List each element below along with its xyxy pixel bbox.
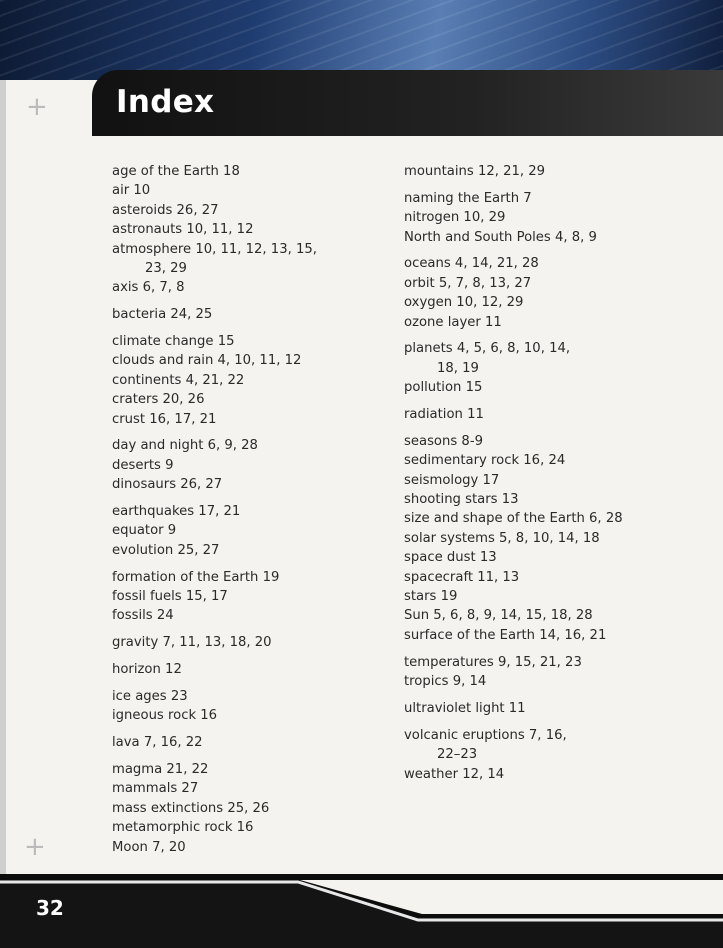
page-title: Index xyxy=(116,84,215,120)
index-entry-continuation: 18, 19 xyxy=(437,360,479,376)
index-entry: magma 21, 22 xyxy=(112,761,209,777)
index-entry: Sun 5, 6, 8, 9, 14, 15, 18, 28 xyxy=(404,608,593,624)
index-entry: climate change 15 xyxy=(112,334,235,350)
index-entry: nitrogen 10, 29 xyxy=(404,210,506,226)
index-entry: axis 6, 7, 8 xyxy=(112,280,185,296)
index-letter-group xyxy=(112,502,382,560)
page-number: 32 xyxy=(36,896,64,920)
index-entry xyxy=(404,339,704,378)
page-edge xyxy=(0,80,6,880)
index-entry: craters 20, 26 xyxy=(112,392,205,408)
index-entry: ozone layer 11 xyxy=(404,314,502,330)
index-letter-group xyxy=(404,339,704,397)
index-entry xyxy=(112,240,382,279)
index-entry: oceans 4, 14, 21, 28 xyxy=(404,256,539,272)
index-entry-text: volcanic eruptions 7, 16, xyxy=(404,727,567,743)
index-entry: seismology 17 xyxy=(404,472,500,488)
index-entry: asteroids 26, 27 xyxy=(112,202,219,218)
index-entry: continents 4, 21, 22 xyxy=(112,372,245,388)
index-entry: age of the Earth 18 xyxy=(112,164,240,179)
index-entry: metamorphic rock 16 xyxy=(112,820,254,836)
index-column-left xyxy=(112,162,382,864)
index-entry: shooting stars 13 xyxy=(404,492,519,508)
index-letter-group xyxy=(404,189,704,247)
index-entry: mountains 12, 21, 29 xyxy=(404,164,546,179)
index-letter-group xyxy=(112,660,382,679)
index-entry: gravity 7, 11, 13, 18, 20 xyxy=(112,635,272,651)
index-letter-group xyxy=(112,568,382,626)
index-entry: fossil fuels 15, 17 xyxy=(112,589,228,605)
index-letter-group xyxy=(112,687,382,726)
index-letter-group xyxy=(112,436,382,494)
index-entry: deserts 9 xyxy=(112,457,174,473)
index-letter-group xyxy=(404,699,704,718)
index-entry: ice ages 23 xyxy=(112,688,188,704)
index-entry: igneous rock 16 xyxy=(112,708,218,724)
index-entry-continuation: 23, 29 xyxy=(145,261,187,277)
index-entry: sedimentary rock 16, 24 xyxy=(404,453,566,469)
index-column-right xyxy=(404,162,704,791)
index-entry: formation of the Earth 19 xyxy=(112,569,280,585)
index-entry: space dust 13 xyxy=(404,550,497,566)
index-entry: lava 7, 16, 22 xyxy=(112,735,203,751)
index-entry: radiation 11 xyxy=(404,407,484,423)
header-banner-image xyxy=(0,0,723,80)
index-entry: orbit 5, 7, 8, 13, 27 xyxy=(404,275,532,291)
index-entry: tropics 9, 14 xyxy=(404,674,487,690)
index-letter-group xyxy=(404,653,704,692)
index-entry: air 10 xyxy=(112,183,151,199)
index-entry: day and night 6, 9, 28 xyxy=(112,438,258,454)
index-letter-group xyxy=(112,332,382,429)
index-entry: naming the Earth 7 xyxy=(404,190,532,206)
index-letter-group xyxy=(112,733,382,752)
index-entry-continuation: 22–23 xyxy=(437,747,478,763)
index-letter-group xyxy=(112,633,382,652)
index-entry: clouds and rain 4, 10, 11, 12 xyxy=(112,353,302,369)
index-entry: seasons 8-9 xyxy=(404,433,483,449)
footer-stripe xyxy=(0,874,723,948)
index-entry: North and South Poles 4, 8, 9 xyxy=(404,229,597,245)
index-entry xyxy=(404,726,704,765)
index-entry: size and shape of the Earth 6, 28 xyxy=(404,511,623,527)
index-entry-text: atmosphere 10, 11, 12, 13, 15, xyxy=(112,241,317,257)
index-entry: surface of the Earth 14, 16, 21 xyxy=(404,627,607,643)
index-letter-group xyxy=(112,162,382,298)
index-entry-text: planets 4, 5, 6, 8, 10, 14, xyxy=(404,341,571,357)
index-entry: evolution 25, 27 xyxy=(112,542,220,558)
index-entry: oxygen 10, 12, 29 xyxy=(404,295,524,311)
index-letter-group xyxy=(112,760,382,857)
index-entry: stars 19 xyxy=(404,589,458,605)
index-entry: earthquakes 17, 21 xyxy=(112,504,241,520)
index-entry: fossils 24 xyxy=(112,608,174,624)
index-letter-group xyxy=(404,726,704,784)
index-letter-group xyxy=(404,405,704,424)
index-letter-group xyxy=(112,305,382,324)
registration-mark-icon: + xyxy=(24,832,46,862)
index-entry: temperatures 9, 15, 21, 23 xyxy=(404,654,582,670)
index-letter-group xyxy=(404,162,704,181)
index-entry: Moon 7, 20 xyxy=(112,839,186,855)
index-entry: weather 12, 14 xyxy=(404,766,505,782)
index-entry: dinosaurs 26, 27 xyxy=(112,477,223,493)
index-entry: horizon 12 xyxy=(112,662,182,678)
index-entry: pollution 15 xyxy=(404,380,483,396)
index-entry: spacecraft 11, 13 xyxy=(404,569,520,585)
index-entry: mammals 27 xyxy=(112,781,199,797)
registration-mark-icon: + xyxy=(26,92,48,122)
index-letter-group xyxy=(404,254,704,332)
index-entry: bacteria 24, 25 xyxy=(112,307,213,323)
index-entry: solar systems 5, 8, 10, 14, 18 xyxy=(404,530,600,546)
index-entry: crust 16, 17, 21 xyxy=(112,411,217,427)
index-entry: astronauts 10, 11, 12 xyxy=(112,222,254,238)
index-letter-group xyxy=(404,432,704,645)
index-entry: ultraviolet light 11 xyxy=(404,700,526,716)
index-entry: mass extinctions 25, 26 xyxy=(112,800,270,816)
index-entry: equator 9 xyxy=(112,523,177,539)
